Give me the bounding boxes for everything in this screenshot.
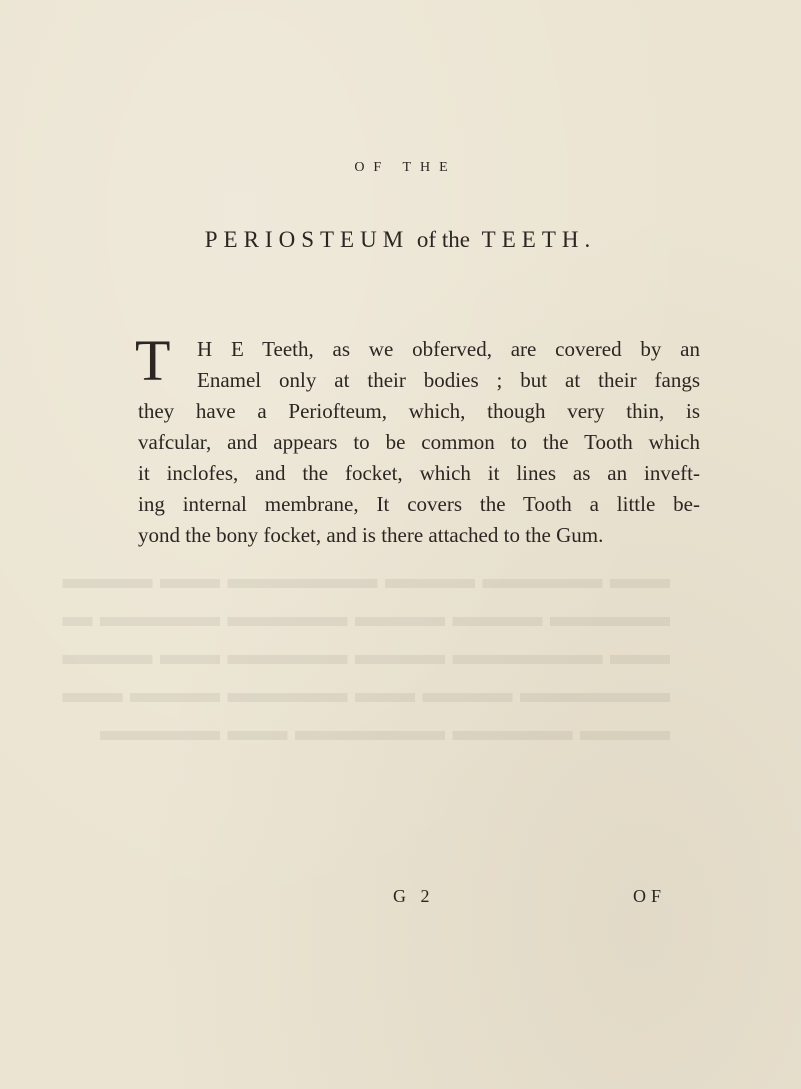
show-through-texture: ​▬▬ ▬▬▬▬ ▬▬▬ ▬▬▬▬▬ ▬▬ ▬▬▬ ▬▬▬▬ ▬▬▬ ▬▬▬ ▬▬▬▬ ▬▬▬▬ ▬ ▬▬ ▬▬▬▬▬ ▬▬▬ ▬▬▬▬ ▬▬ ▬▬▬ ▬▬▬▬▬ ▬▬▬ ▬▬ ▬▬▬▬ ▬▬▬ ▬▬ ▬▬▬ ▬▬▬▬ ▬▬▬▬▬ ▬▬ ▬▬▬▬ — [62, 562, 670, 747]
title-part-3: TEETH. — [481, 227, 597, 252]
paragraph-line-2: Enamel only at their bodies ; but at their fangs — [197, 368, 700, 392]
paragraph-line-6: ing internal membrane, It covers the Tooth a little be- — [138, 492, 700, 516]
catchword: OF — [633, 886, 667, 906]
drop-cap: T — [135, 328, 171, 393]
title-part-1: PERIOSTEUM — [204, 227, 410, 252]
paragraph-line-3: they have a Periofteum, which, though very thin, is — [138, 399, 700, 423]
paragraph-line-1: H E Teeth, as we obferved, are covered by an — [197, 337, 700, 361]
paragraph-line-7: yond the bony focket, and is there attached to the Gum. — [138, 523, 604, 547]
title-part-2: of the — [416, 227, 470, 252]
body-paragraph — [135, 328, 700, 551]
paragraph-line-4: vafcular, and appears to be common to the Tooth which — [138, 430, 700, 454]
signature-mark: G 2 — [393, 886, 435, 906]
chapter-title — [0, 227, 801, 253]
paragraph-line-5: it inclofes, and the focket, which it lines as an inveft- — [138, 461, 700, 485]
running-head: OF THE — [354, 160, 457, 175]
